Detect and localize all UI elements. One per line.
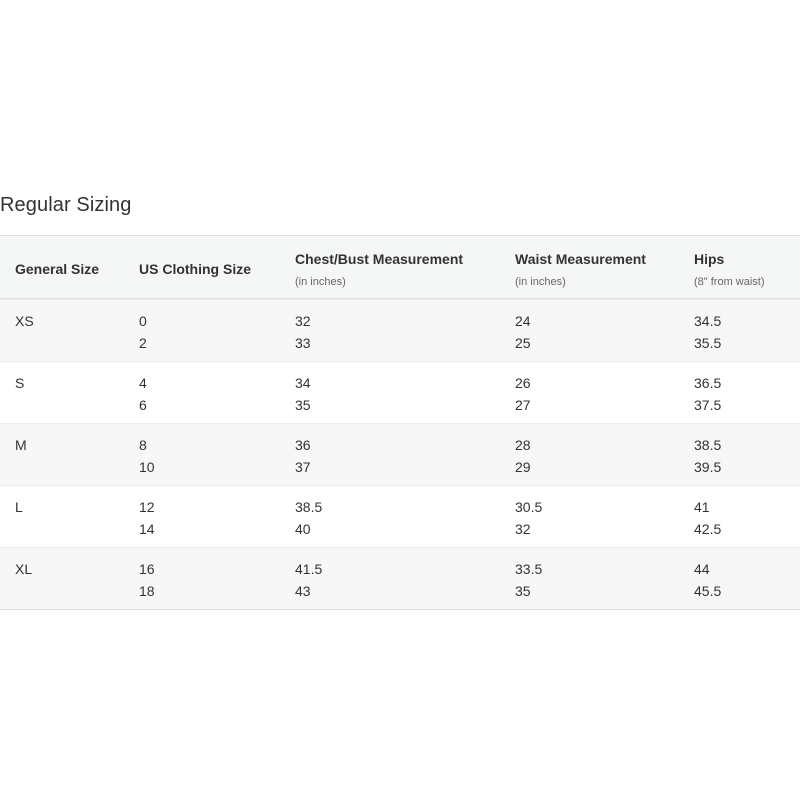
waist-cell <box>515 496 542 540</box>
us-size-cell <box>139 434 155 478</box>
waist-cell <box>515 558 542 602</box>
us-size-cell <box>139 558 155 602</box>
cell-value: 8 <box>139 437 147 453</box>
header-general-size <box>15 258 99 280</box>
cell-value: 6 <box>139 397 147 413</box>
cell-value: 2 <box>139 335 147 351</box>
header-us-clothing-size <box>139 258 251 280</box>
section-title: Regular Sizing <box>0 194 132 216</box>
cell-value: 43 <box>295 583 311 599</box>
header-label: Waist Measurement <box>515 251 646 267</box>
cell-value: 18 <box>139 583 155 599</box>
table-row <box>0 299 800 361</box>
cell-value: 32 <box>295 313 311 329</box>
header-hips <box>694 248 765 290</box>
cell-value: 12 <box>139 499 155 515</box>
cell-value: 25 <box>515 335 531 351</box>
cell-value: 36 <box>295 437 311 453</box>
header-waist <box>515 248 646 290</box>
header-label: Chest/Bust Measurement <box>295 251 464 267</box>
cell-value: 34 <box>295 375 311 391</box>
hips-cell <box>694 372 721 416</box>
cell-value: 4 <box>139 375 147 391</box>
header-label: General Size <box>15 261 100 277</box>
hips-cell <box>694 558 721 602</box>
waist-cell <box>515 372 531 416</box>
chest-cell <box>295 434 311 478</box>
table-row <box>0 547 800 609</box>
us-size-cell <box>139 310 147 354</box>
header-label: Hips <box>694 251 725 267</box>
header-chest-bust <box>295 248 463 290</box>
cell-value: 35 <box>295 397 311 413</box>
waist-cell <box>515 434 531 478</box>
table-row <box>0 485 800 547</box>
us-size-cell <box>139 372 147 416</box>
hips-cell <box>694 496 721 540</box>
cell-value: 26 <box>515 375 531 391</box>
cell-value: 30.5 <box>515 499 543 515</box>
cell-value: 45.5 <box>694 583 722 599</box>
cell-value: 37 <box>295 459 311 475</box>
cell-value: 35 <box>515 583 531 599</box>
cell-value: 35.5 <box>694 335 722 351</box>
cell-value: 16 <box>139 561 155 577</box>
cell-value: M <box>15 437 27 453</box>
cell-value: 42.5 <box>694 521 722 537</box>
cell-value: 37.5 <box>694 397 722 413</box>
chest-cell <box>295 372 311 416</box>
cell-value: 0 <box>139 313 147 329</box>
header-sublabel: (in inches) <box>295 276 346 288</box>
chest-cell <box>295 496 322 540</box>
cell-value: 24 <box>515 313 531 329</box>
hips-cell <box>694 434 721 478</box>
cell-value: 29 <box>515 459 531 475</box>
cell-value: 41 <box>694 499 710 515</box>
header-label: US Clothing Size <box>139 261 251 277</box>
cell-value: S <box>15 375 25 391</box>
size-table <box>0 235 800 610</box>
cell-value: 33 <box>295 335 311 351</box>
general-size-cell <box>15 372 24 394</box>
cell-value: 28 <box>515 437 531 453</box>
general-size-cell <box>15 310 34 332</box>
chest-cell <box>295 310 311 354</box>
header-sublabel: (in inches) <box>515 276 566 288</box>
general-size-cell <box>15 558 32 580</box>
cell-value: XS <box>15 313 34 329</box>
cell-value: 33.5 <box>515 561 543 577</box>
cell-value: 32 <box>515 521 531 537</box>
cell-value: 14 <box>139 521 155 537</box>
cell-value: 36.5 <box>694 375 722 391</box>
general-size-cell <box>15 434 27 456</box>
us-size-cell <box>139 496 155 540</box>
cell-value: 27 <box>515 397 531 413</box>
table-header-row <box>0 236 800 299</box>
cell-value: 39.5 <box>694 459 722 475</box>
table-row <box>0 423 800 485</box>
cell-value: L <box>15 499 23 515</box>
cell-value: 34.5 <box>694 313 722 329</box>
cell-value: 44 <box>694 561 710 577</box>
cell-value: 38.5 <box>694 437 722 453</box>
chest-cell <box>295 558 322 602</box>
cell-value: 41.5 <box>295 561 323 577</box>
cell-value: XL <box>15 561 33 577</box>
cell-value: 38.5 <box>295 499 323 515</box>
cell-value: 40 <box>295 521 311 537</box>
header-sublabel: (8" from waist) <box>694 276 765 288</box>
table-row <box>0 361 800 423</box>
waist-cell <box>515 310 531 354</box>
general-size-cell <box>15 496 23 518</box>
hips-cell <box>694 310 721 354</box>
cell-value: 10 <box>139 459 155 475</box>
